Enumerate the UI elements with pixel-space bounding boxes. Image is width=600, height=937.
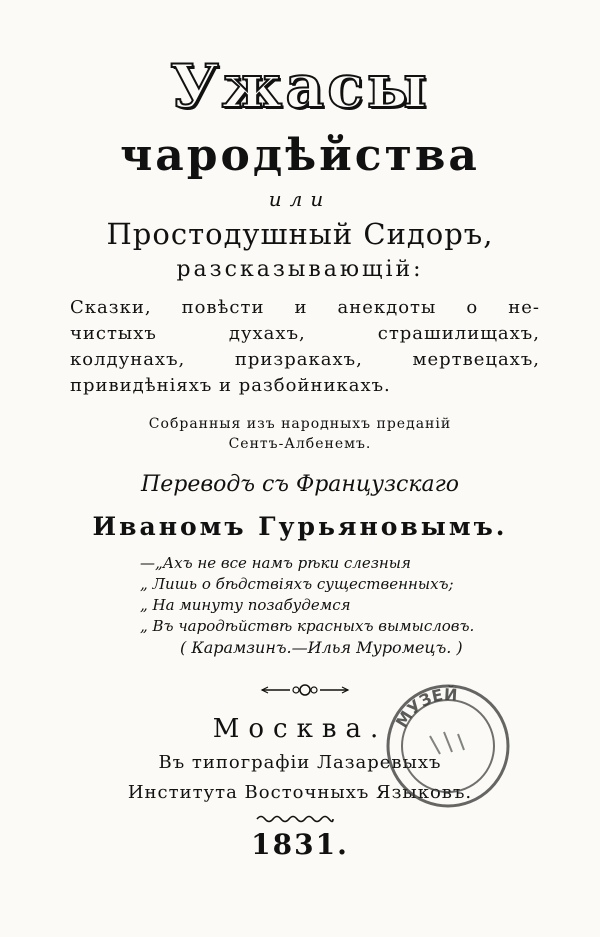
- press-line-1: Въ типографiи Лазаревыхъ: [158, 752, 442, 773]
- city: Москва.: [212, 714, 388, 744]
- participle-line: разсказывающiй:: [176, 257, 424, 282]
- description: [70, 295, 540, 399]
- collected-line: Собранныя изъ народныхъ преданiй: [148, 416, 452, 432]
- epigraph-line: „ Лишь о бѣдствiяхъ существенныхъ;: [140, 575, 454, 593]
- book-title-continued: чародѣйства: [120, 130, 480, 181]
- description-line: привидѣнiяхъ и разбойникахъ.: [70, 375, 391, 396]
- book-title: Ужасы: [170, 52, 430, 122]
- epigraph: [140, 553, 500, 637]
- epigraph-line: „ Въ чародѣйствѣ красныхъ вымысловъ.: [140, 617, 475, 635]
- epigraph-line: „ На минуту позабудемся: [140, 596, 351, 614]
- library-stamp: [382, 680, 514, 812]
- epigraph-line: —„Ахъ не все намъ рѣки слезныя: [140, 554, 411, 572]
- ornament-divider: [260, 680, 350, 700]
- epigraph-attribution: ( Карамзинъ.—Илья Муромецъ. ): [180, 638, 463, 657]
- squiggle-divider: [255, 813, 335, 825]
- stamp-text: МУЗЕЙ: [391, 684, 458, 731]
- translator-name: Иваномъ Гурьяновымъ.: [92, 512, 508, 541]
- translation-note: Переводъ съ Французскаго: [141, 472, 459, 497]
- description-line: колдунахъ, призракахъ, мертвецахъ,: [70, 349, 540, 370]
- description-line: чистыхъ духахъ, страшилищахъ,: [70, 323, 540, 344]
- press-line-2: Института Восточныхъ Языковъ.: [127, 782, 473, 803]
- collected-line: Сентъ-Албенемъ.: [228, 436, 372, 452]
- publication-year: 1831.: [251, 828, 349, 861]
- collected-by: [0, 414, 600, 454]
- alternate-title: Простодушный Сидоръ,: [106, 217, 494, 251]
- conjunction: или: [268, 187, 332, 211]
- description-line: Сказки, повѣсти и анекдоты о не-: [70, 297, 540, 318]
